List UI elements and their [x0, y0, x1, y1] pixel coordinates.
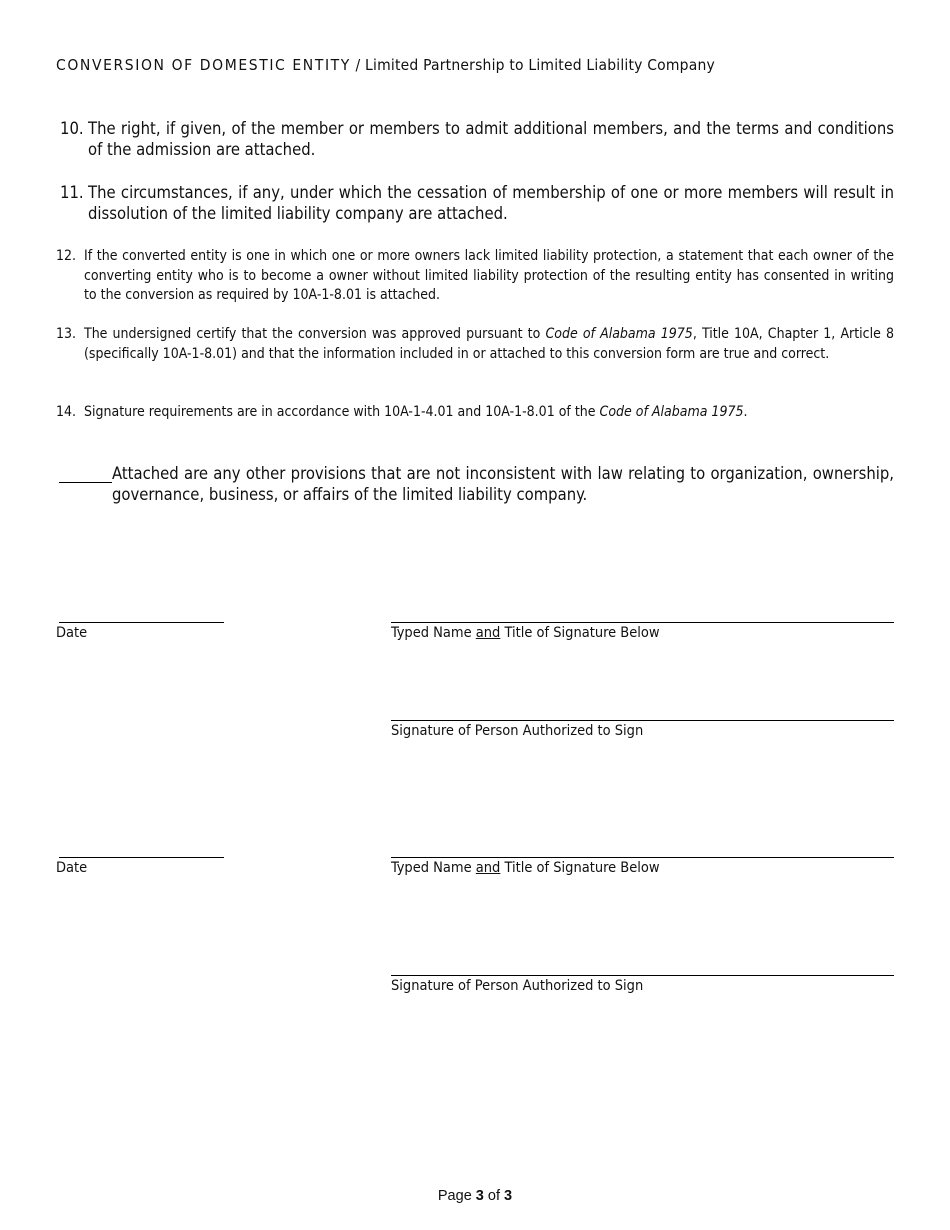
item-13	[56, 325, 894, 364]
typed-name-label: Typed Name and Title of Signature Below	[391, 625, 660, 641]
page-footer: Page 3 of 3	[437, 1188, 513, 1204]
date-line[interactable]	[59, 857, 224, 858]
item-text: If the converted entity is one in which one or more owners lack limited liability protection, a statement that each owner of the converting entity who is to become a owner without limited liability protection of the resulting entity has consented in writing to the conversion as required by 10A-1-8.01 is attached.	[84, 248, 894, 303]
item-text: Signature requirements are in accordance with 10A-1-4.01 and 10A-1-8.01 of the Code of Alabama 1975.	[84, 404, 748, 420]
item-text: The right, if given, of the member or members to admit additional members, and the terms and conditions of the admission are attached.	[88, 119, 894, 159]
item-10	[56, 118, 894, 160]
code-citation: Code of Alabama 1975	[545, 326, 693, 342]
code-citation: Code of Alabama 1975	[599, 404, 744, 420]
document-header	[56, 56, 715, 74]
signature-label: Signature of Person Authorized to Sign	[391, 978, 644, 994]
signature-label: Signature of Person Authorized to Sign	[391, 723, 644, 739]
header-title: CONVERSION OF DOMESTIC ENTITY	[56, 56, 351, 74]
item-number: 13.	[56, 326, 77, 342]
typed-name-line[interactable]	[391, 622, 894, 623]
typed-name-line[interactable]	[391, 857, 894, 858]
signature-line[interactable]	[391, 720, 894, 721]
date-label: Date	[56, 625, 88, 641]
typed-name-label: Typed Name and Title of Signature Below	[391, 860, 660, 876]
date-line[interactable]	[59, 622, 224, 623]
item-12	[56, 247, 894, 306]
attached-checkbox-blank[interactable]	[59, 482, 112, 483]
attached-provisions	[56, 463, 894, 505]
total-pages: 3	[504, 1188, 513, 1204]
item-text: The undersigned certify that the conversion was approved pursuant to Code of Alabama 1975, Title 10A, Chapter 1, Article 8 (specifically 10A-1-8.01) and that the information included in or attached to this conversion form are true and correct.	[84, 326, 894, 362]
header-subtitle: / Limited Partnership to Limited Liability Company	[350, 56, 715, 74]
attached-provisions-text: Attached are any other provisions that are not inconsistent with law relating to organization, ownership, governance, business, or affairs of the limited liability company.	[112, 464, 894, 504]
item-text: The circumstances, if any, under which the cessation of membership of one or more members will result in dissolution of the limited liability company are attached.	[88, 183, 894, 223]
item-number: 12.	[56, 248, 77, 264]
item-number: 11.	[60, 183, 84, 202]
item-14	[56, 403, 894, 423]
signature-line[interactable]	[391, 975, 894, 976]
item-number: 14.	[56, 404, 77, 420]
item-number: 10.	[60, 119, 84, 138]
current-page: 3	[475, 1188, 484, 1204]
date-label: Date	[56, 860, 88, 876]
item-11	[56, 182, 894, 224]
